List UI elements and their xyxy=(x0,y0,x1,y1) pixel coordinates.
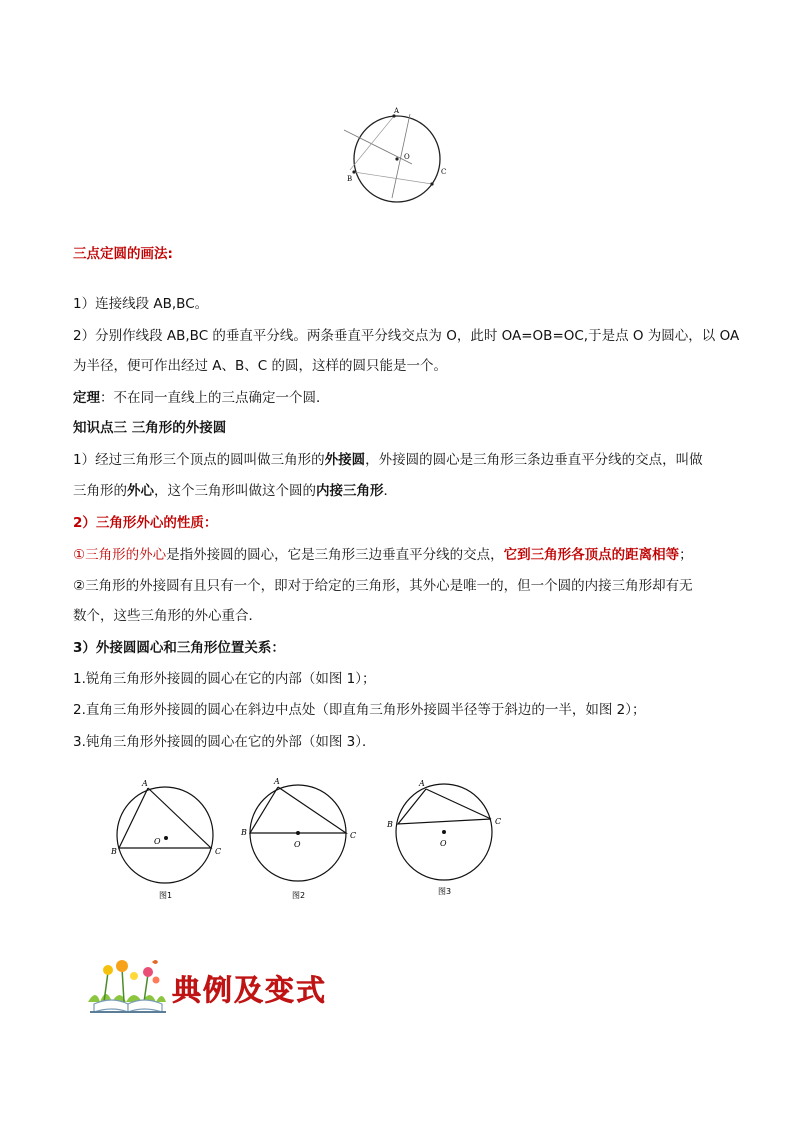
label-a: A xyxy=(394,107,400,115)
prop1-text: 是指外接圆的圆心，它是三角形三边垂直平分线的交点， xyxy=(166,547,504,563)
figure-1-label-c: C xyxy=(215,847,222,856)
circumcircle-figures xyxy=(108,768,528,904)
figure-1-caption: 图1 xyxy=(159,891,173,900)
def-text: ，外接圆的圆心是三角形三条边垂直平分线的交点，叫做 xyxy=(365,452,703,468)
examples-heading: 典例及变式 xyxy=(172,973,328,1007)
property-2-line-2: 数个，这些三角形的外心重合． xyxy=(73,608,262,624)
property-2-line-1: ②三角形的外接圆有且只有一个，即对于给定的三角形，其外心是唯一的，但一个圆的内接三角形却有无 xyxy=(73,578,693,594)
def-text: 三角形的 xyxy=(73,483,127,499)
figure-2-caption: 图2 xyxy=(292,891,306,900)
figure-1-center xyxy=(164,836,168,840)
figure-2-triangle xyxy=(250,787,346,833)
figure-3-label-a: A xyxy=(419,779,425,788)
figure-1-label-o: O xyxy=(154,837,161,846)
figure-2-label-a: A xyxy=(274,777,280,786)
figure-3-center xyxy=(442,830,446,834)
figure-3-label-b: B xyxy=(387,820,393,829)
prop1-term: ①三角形的外心 xyxy=(73,547,167,563)
prop1-highlight: 它到三角形各顶点的距离相等 xyxy=(503,547,680,563)
figure-1-label-a: A xyxy=(142,779,148,788)
section-title: 三点定圆的画法: xyxy=(73,246,173,262)
property-title: 2）三角形外心的性质： xyxy=(73,515,218,531)
figure-3-obtuse xyxy=(386,779,501,896)
figure-3-label-o: O xyxy=(440,839,447,848)
figure-3-label-c: C xyxy=(495,817,502,826)
def-text: ，这个三角形叫做这个圆的 xyxy=(154,483,316,499)
figure-3-caption: 图3 xyxy=(438,887,452,896)
position-title: 3）外接圆圆心和三角形位置关系： xyxy=(73,640,285,656)
position-2: 2.直角三角形外接圆的圆心在斜边中点处（即直角三角形外接圆半径等于斜边的一半，如图 2）； xyxy=(73,702,646,718)
figure-3-triangle xyxy=(398,789,491,824)
prop1-end: ； xyxy=(679,547,693,563)
theorem-label: 定理 xyxy=(73,390,100,406)
point-o xyxy=(395,157,398,160)
theorem-text: ：不在同一直线上的三点确定一个圆． xyxy=(100,390,330,406)
term-inscribed-triangle: 内接三角形 xyxy=(316,483,384,499)
figure-2-label-b: B xyxy=(241,828,247,837)
book-flowers-icon xyxy=(86,958,346,1014)
point-b xyxy=(352,170,355,173)
segment-bc xyxy=(354,172,432,184)
label-c: C xyxy=(441,168,447,176)
figure-2-label-c: C xyxy=(350,831,357,840)
position-1: 1.锐角三角形外接圆的圆心在它的内部（如图 1）； xyxy=(73,671,376,687)
step-2-line-2: 为半径，便可作出经过 A、B、C 的圆，这样的圆只能是一个。 xyxy=(73,358,448,374)
examples-banner xyxy=(86,958,346,1014)
three-point-circle-figure xyxy=(336,100,456,212)
property-1 xyxy=(73,545,693,565)
position-3: 3.钝角三角形外接圆的圆心在它的外部（如图 3）． xyxy=(73,734,376,750)
figure-2-label-o: O xyxy=(294,840,301,849)
definition-line-2 xyxy=(73,481,397,501)
theorem xyxy=(73,388,330,408)
definition-line-1 xyxy=(73,450,703,470)
figure-1-label-b: B xyxy=(111,847,117,856)
figure-2-center xyxy=(296,831,300,835)
point-c xyxy=(430,182,433,185)
label-o: O xyxy=(404,153,410,161)
step-2-line-1: 2）分别作线段 AB,BC 的垂直平分线。两条垂直平分线交点为 O，此时 OA=OB=OC,于是点 O 为圆心，以 OA xyxy=(73,328,740,344)
figure-2-right xyxy=(240,777,356,900)
def-text: 1）经过三角形三个顶点的圆叫做三角形的 xyxy=(73,452,325,468)
figure-1-circle xyxy=(117,787,213,883)
step-1: 1）连接线段 AB,BC。 xyxy=(73,296,209,312)
term-circumcircle: 外接圆 xyxy=(324,452,366,468)
term-circumcenter: 外心 xyxy=(127,483,154,499)
def-text: ． xyxy=(383,483,397,499)
knowledge-point-title: 知识点三 三角形的外接圆 xyxy=(73,420,227,436)
label-b: B xyxy=(347,175,353,183)
figure-1-acute xyxy=(110,779,221,900)
